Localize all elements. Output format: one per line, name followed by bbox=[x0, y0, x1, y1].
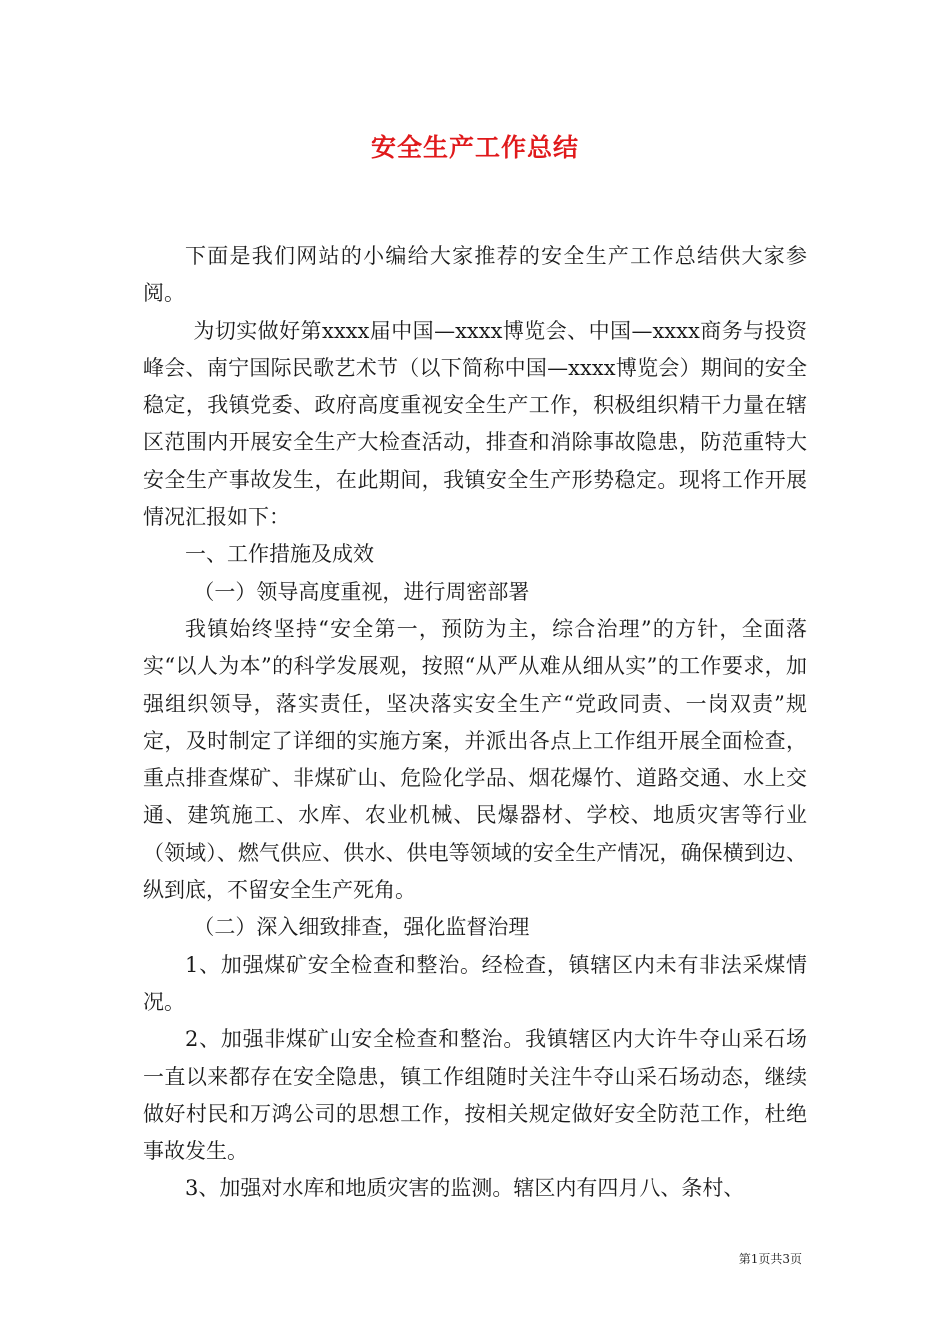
paragraph-policy: 我镇始终坚持“安全第一，预防为主，综合治理”的方针，全面落实“以人为本”的科学发展观，按照“从严从难从细从实”的工作要求，加强组织领导，落实责任，坚决落实安全生产“党政同责、一岗双责”规定，及时制定了详细的实施方案，并派出各点上工作组开展全面检查，重点排查煤矿、非煤矿山、危险化学品、烟花爆竹、道路交通、水上交通、建筑施工、水库、农业机械、民爆器材、学校、地质灾害等行业（领域）、燃气供应、供水、供电等领域的安全生产情况，确保横到边、纵到底，不留安全生产死角。 bbox=[143, 616, 807, 903]
document-title: 安全生产工作总结 bbox=[370, 133, 579, 162]
list-item: 1、加强煤矿安全检查和整治。经检查，镇辖区内未有非法采煤情况。 bbox=[143, 952, 807, 1014]
document-body bbox=[143, 238, 807, 1208]
list-item: 3、加强对水库和地质灾害的监测。辖区内有四月八、条村、 bbox=[185, 1176, 745, 1201]
paragraph-intro: 下面是我们网站的小编给大家推荐的安全生产工作总结供大家参阅。 bbox=[143, 244, 807, 306]
subsection-heading: （一）领导高度重视，进行周密部署 bbox=[193, 579, 530, 604]
subsection-heading: （二）深入细致排查，强化监督治理 bbox=[193, 915, 530, 940]
page-number: 第1页共3页 bbox=[738, 1252, 802, 1266]
paragraph-background: 为切实做好第xxxx届中国—xxxx博览会、中国—xxxx商务与投资峰会、南宁国际民歌艺术节（以下简称中国—xxxx博览会）期间的安全稳定，我镇党委、政府高度重视安全生产工作，积极组织精干力量在辖区范围内开展安全生产大检查活动，排查和消除事故隐患，防范重特大安全生产事故发生，在此期间，我镇安全生产形势稳定。现将工作开展情况汇报如下： bbox=[143, 318, 807, 530]
section-heading: 一、工作措施及成效 bbox=[185, 542, 374, 567]
list-item: 2、加强非煤矿山安全检查和整治。我镇辖区内大许牛夺山采石场一直以来都存在安全隐患，镇工作组随时关注牛夺山采石场动态，继续做好村民和万鸿公司的思想工作，按相关规定做好安全防范工作，杜绝事故发生。 bbox=[143, 1027, 807, 1164]
